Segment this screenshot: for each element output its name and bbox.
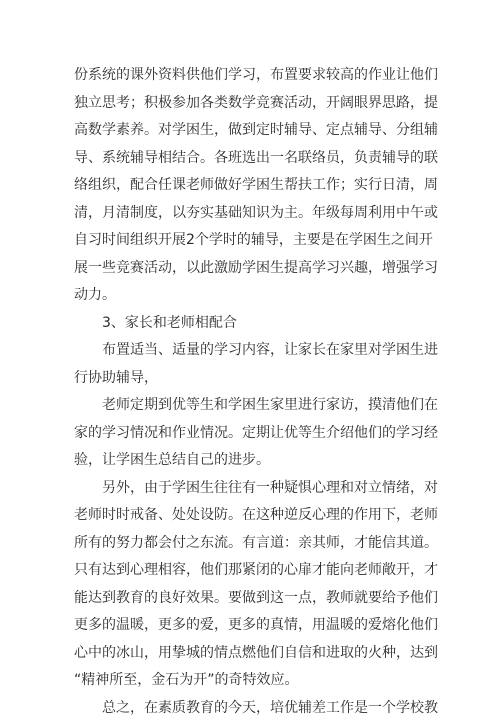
text-line: 能达到教育的良好效果。要做到这一点，教师就要给予他们 — [74, 590, 438, 606]
text-line: 所有的努力都会付之东流。有言道：亲其师，才能信其道。 — [74, 535, 438, 551]
text-line: 份系统的课外资料供他们学习，布置要求较高的作业让他们 — [74, 67, 438, 83]
text-line: 络组织，配合任课老师做好学困生帮扶工作；实行日清，周 — [74, 177, 438, 193]
text-line: “精神所至，金石为开”的奇特效应。 — [74, 672, 299, 688]
text-line: 动力。 — [74, 287, 116, 303]
text-line: 展一些竞赛活动，以此激励学困生提高学习兴趣，增强学习 — [74, 260, 438, 276]
text-line: 独立思考；积极参加各类数学竞赛活动，开阔眼界思路，提 — [74, 95, 438, 111]
text-line: 另外，由于学困生往往有一种疑惧心理和对立情绪，对 — [102, 480, 438, 496]
text-line: 家的学习情况和作业情况。定期让优等生介绍他们的学习经 — [74, 425, 438, 441]
text-line: 心中的冰山，用挚城的情点燃他们自信和进取的火种，达到 — [74, 645, 438, 661]
section-heading: 3、家长和老师相配合 — [102, 315, 237, 331]
text-line: 老师时时戒备、处处设防。在这种逆反心理的作用下，老师 — [74, 507, 438, 523]
text-line: 自习时间组织开展2个学时的辅导，主要是在学困生之间开 — [74, 232, 433, 248]
text-line: 行协助辅导， — [74, 370, 158, 386]
text-line: 高数学素养。对学困生，做到定时辅导、定点辅导、分组辅 — [74, 122, 438, 138]
text-line: 更多的温暖，更多的爱，更多的真情，用温暖的爱熔化他们 — [74, 617, 438, 633]
text-line: 只有达到心理相容，他们那紧闭的心扉才能向老师敞开，才 — [74, 562, 438, 578]
text-line: 清，月清制度，以夯实基础知识为主。年级每周利用中午或 — [74, 205, 438, 221]
text-line: 总之，在素质教育的今天，培优辅差工作是一个学校教 — [102, 700, 438, 716]
text-line: 布置适当、适量的学习内容，让家长在家里对学困生进 — [102, 342, 438, 358]
text-line: 老师定期到优等生和学困生家里进行家访，摸清他们在 — [102, 397, 438, 413]
text-line: 导、系统辅导相结合。各班选出一名联络员，负责辅导的联 — [74, 150, 438, 166]
text-line: 验，让学困生总结自己的进步。 — [74, 452, 270, 468]
